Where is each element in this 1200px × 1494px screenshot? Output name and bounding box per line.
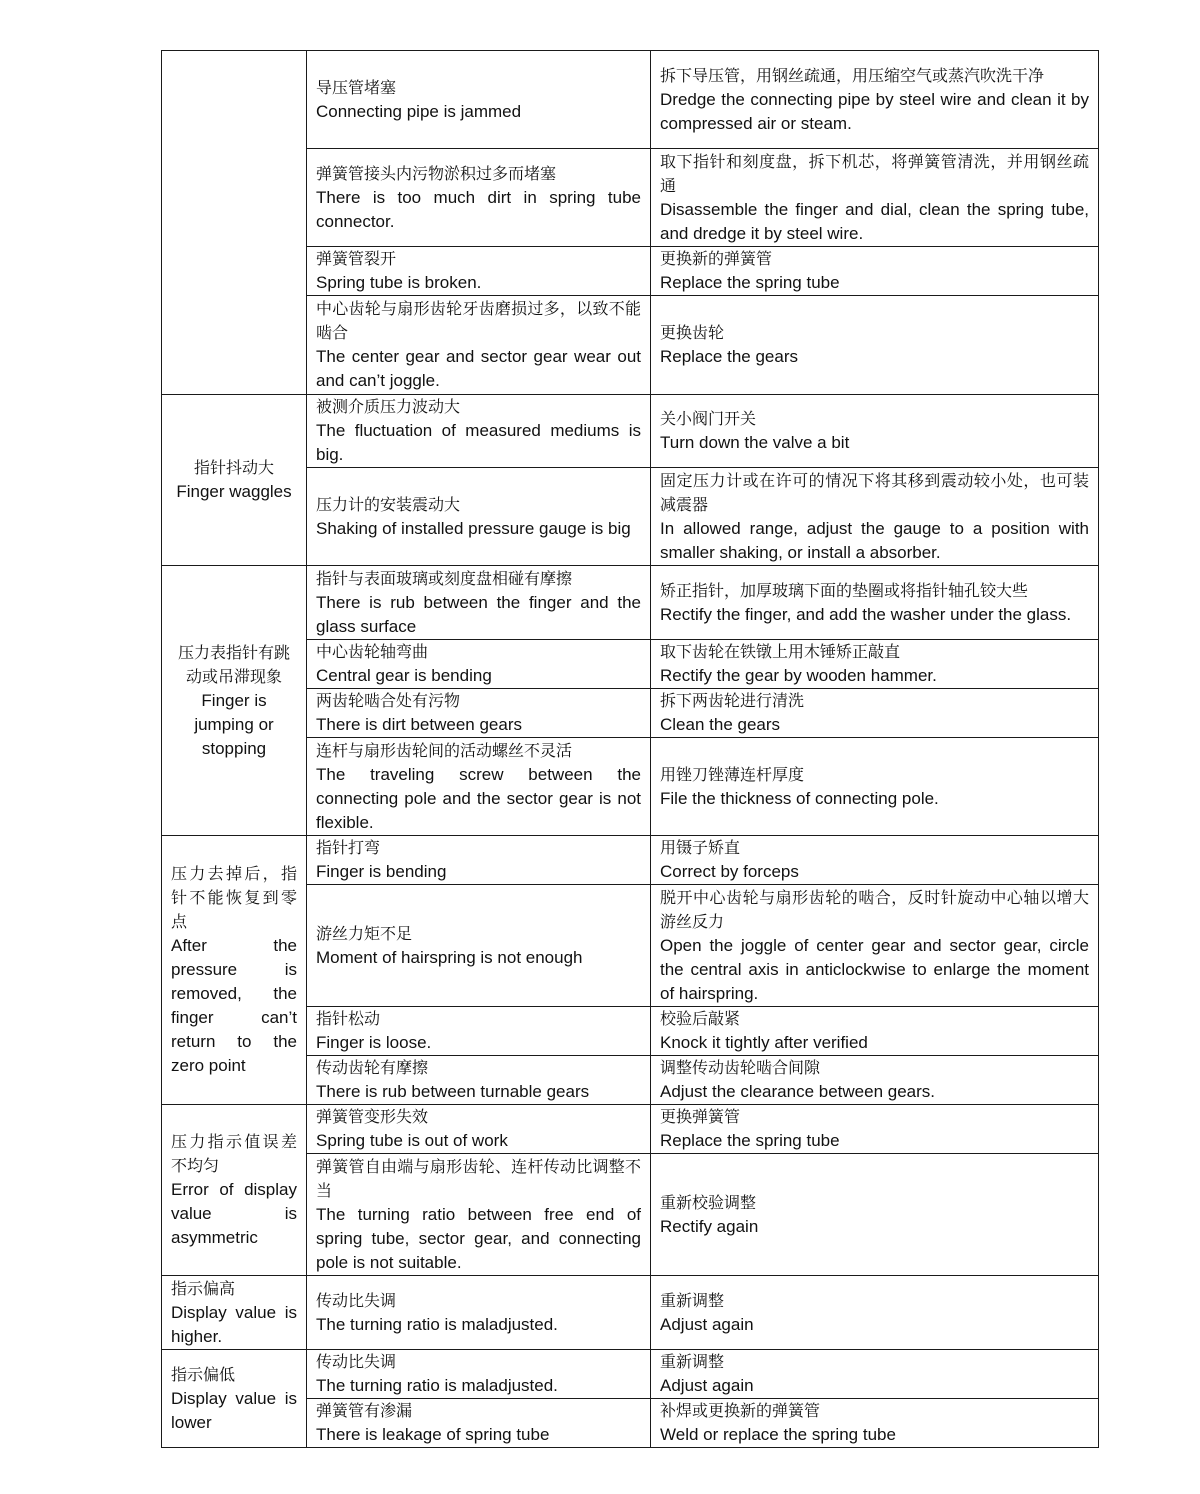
cause-cell: 弹簧管自由端与扇形齿轮、连杆传动比调整不当 The turning ratio between free end of spring tube, sector gear, and connecting pole is not suitable. [307,1154,651,1276]
cause-cell: 连杆与扇形齿轮间的活动螺丝不灵活 The traveling screw between the connecting pole and the sector gear is not flexible. [307,738,651,836]
fault-cell: 指示偏低 Display value is lower [162,1350,307,1448]
table-row [162,1105,1099,1154]
remedy-cell: 取下指针和刻度盘，拆下机芯，将弹簧管清洗，并用钢丝疏通 Disassemble the finger and dial, clean the spring tube, and dredge it by steel wire. [651,149,1099,247]
fault-cell: 指针抖动大 Finger waggles [162,395,307,566]
cause-cell: 指针与表面玻璃或刻度盘相碰有摩擦 There is rub between the finger and the glass surface [307,566,651,640]
table-row [162,566,1099,640]
table-row [162,395,1099,468]
cause-cell: 弹簧管有渗漏 There is leakage of spring tube [307,1399,651,1448]
cause-cell: 中心齿轮轴弯曲 Central gear is bending [307,640,651,689]
cause-cell: 传动比失调 The turning ratio is maladjusted. [307,1276,651,1350]
remedy-cell: 更换齿轮 Replace the gears [651,296,1099,395]
table-row [162,836,1099,885]
cause-cell: 传动比失调 The turning ratio is maladjusted. [307,1350,651,1399]
remedy-cell: 用锉刀锉薄连杆厚度 File the thickness of connecting pole. [651,738,1099,836]
cause-cell: 中心齿轮与扇形齿轮牙齿磨损过多，以致不能啮合 The center gear and sector gear wear out and can’t joggle. [307,296,651,395]
fault-cell: 指示偏高 Display value is higher. [162,1276,307,1350]
remedy-cell: 拆下导压管，用钢丝疏通，用压缩空气或蒸汽吹洗干净 Dredge the connecting pipe by steel wire and clean it by compressed air or steam. [651,51,1099,149]
table-row [162,1350,1099,1399]
remedy-cell: 重新校验调整 Rectify again [651,1154,1099,1276]
remedy-cell: 脱开中心齿轮与扇形齿轮的啮合，反时针旋动中心轴以增大游丝反力 Open the joggle of center gear and sector gear, circle the central axis in anticlockwise to enlarge the moment of hairspring. [651,885,1099,1007]
remedy-cell: 用镊子矫直 Correct by forceps [651,836,1099,885]
remedy-cell: 拆下两齿轮进行清洗 Clean the gears [651,689,1099,738]
cause-cell: 弹簧管变形失效 Spring tube is out of work [307,1105,651,1154]
remedy-cell: 取下齿轮在铁镦上用木锤矫正敲直 Rectify the gear by wooden hammer. [651,640,1099,689]
remedy-cell: 更换弹簧管 Replace the spring tube [651,1105,1099,1154]
cause-cell: 弹簧管接头内污物淤积过多而堵塞 There is too much dirt in spring tube connector. [307,149,651,247]
cause-cell: 传动齿轮有摩擦 There is rub between turnable gears [307,1056,651,1105]
remedy-cell: 重新调整 Adjust again [651,1350,1099,1399]
troubleshooting-page [161,50,1099,1448]
remedy-cell: 固定压力计或在许可的情况下将其移到震动较小处，也可装减震器 In allowed range, adjust the gauge to a position with smaller shaking, or install a absorber. [651,468,1099,566]
cause-cell: 导压管堵塞 Connecting pipe is jammed [307,51,651,149]
fault-cell: 压力指示值误差不均匀 Error of display value is asymmetric [162,1105,307,1276]
cause-cell: 压力计的安装震动大 Shaking of installed pressure gauge is big [307,468,651,566]
remedy-cell: 重新调整 Adjust again [651,1276,1099,1350]
remedy-cell: 更换新的弹簧管 Replace the spring tube [651,247,1099,296]
fault-cell: 压力去掉后，指针不能恢复到零点 After the pressure is removed, the finger can’t return to the zero point [162,836,307,1105]
cause-cell: 两齿轮啮合处有污物 There is dirt between gears [307,689,651,738]
cause-cell: 游丝力矩不足 Moment of hairspring is not enough [307,885,651,1007]
table-row [162,1276,1099,1350]
remedy-cell: 矫正指针，加厚玻璃下面的垫圈或将指针轴孔铰大些 Rectify the finger, and add the washer under the glass. [651,566,1099,640]
remedy-cell: 补焊或更换新的弹簧管 Weld or replace the spring tube [651,1399,1099,1448]
cause-cell: 弹簧管裂开 Spring tube is broken. [307,247,651,296]
fault-cell [162,51,307,395]
remedy-cell: 调整传动齿轮啮合间隙 Adjust the clearance between gears. [651,1056,1099,1105]
remedy-cell: 校验后敲紧 Knock it tightly after verified [651,1007,1099,1056]
troubleshooting-table [161,50,1099,1448]
cause-cell: 指针松动 Finger is loose. [307,1007,651,1056]
remedy-cell: 关小阀门开关 Turn down the valve a bit [651,395,1099,468]
cause-cell: 被测介质压力波动大 The fluctuation of measured mediums is big. [307,395,651,468]
table-row [162,51,1099,149]
cause-cell: 指针打弯 Finger is bending [307,836,651,885]
fault-cell: 压力表指针有跳动或吊滞现象 Finger is jumping or stopping [162,566,307,836]
